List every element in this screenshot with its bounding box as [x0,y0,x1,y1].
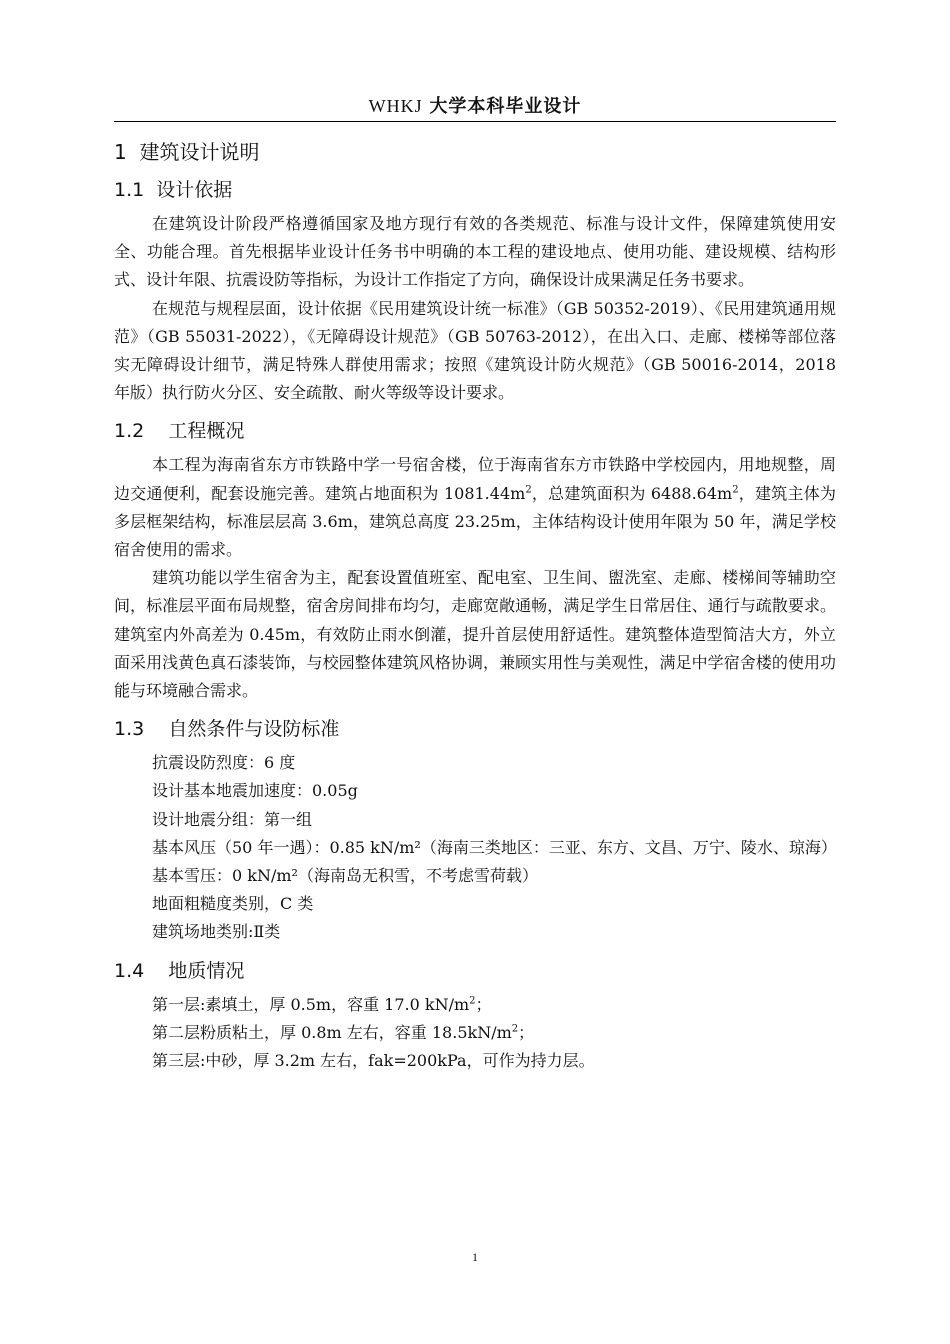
list-item: 设计地震分组：第一组 [152,809,313,829]
soil-layer-2 [114,1019,836,1047]
text-run: ，总建筑面积为 6488.64m [531,483,733,503]
superscript: 2 [511,1023,519,1035]
paragraph: 在规范与规程层面，设计依据《民用建筑设计统一标准》（GB 50352-2019）、《民用建筑通用规范》（GB 55031-2022），《无障碍设计规范》（GB 50763-2012），在出入口、走廊、楼梯等部位落实无障碍设计细节，满足特殊人群使用需求；按照《建筑设计防火规范》（GB 50016-2014，2018 年版）执行防火分区、安全疏散、耐火等级等设计要求。 [114,298,836,403]
section-heading-1-4: 1.4 地质情况 [114,959,245,982]
document-body [114,134,836,1075]
chapter-heading [114,134,836,170]
text-run: ，建筑主体为多层框架结构，标准层层高 3.6m，建筑总高度 23.25m，主体结构设计使用年限为 50 年，满足学校宿舍使用的需求。 [114,483,836,560]
list-item: 基本雪压：0 kN/m²（海南岛无积雪，不考虑雪荷载） [152,866,538,886]
list-item: 建筑场地类别:Ⅱ类 [152,922,281,942]
header-title: 大学本科毕业设计 [429,96,582,117]
chapter-title: 建筑设计说明 [139,140,260,164]
section-1-2 [114,415,836,705]
text-run: 第二层粉质粘土，厚 0.8m 左右，容重 18.5kN/m [152,1022,512,1042]
header-latin: WHKJ [368,96,423,116]
design-standard-list [114,749,836,946]
superscript: 2 [732,484,739,496]
list-item: 抗震设防烈度：6 度 [152,753,296,773]
page-header [114,92,836,118]
list-item: 设计基本地震加速度：0.05g [152,781,358,801]
section-heading-1-1: 1.1 设计依据 [114,179,233,201]
superscript: 2 [469,995,476,1007]
section-1-1 [114,174,836,407]
soil-layer-1 [114,991,836,1019]
page-number: 1 [472,1250,478,1264]
text-run: ； [518,1022,535,1042]
paragraph: 建筑功能以学生宿舍为主，配套设置值班室、配电室、卫生间、盥洗室、走廊、楼梯间等辅助空间，标准层平面布局规整，宿舍房间排布均匀，走廊宽敞通畅，满足学生日常居住、通行与疏散要求。建筑室内外高差为 0.45m，有效防止雨水倒灌，提升首层使用舒适性。建筑整体造型简洁大方，外立面采用浅黄色真石漆装饰，与校园整体建筑风格协调，兼顾实用性与美观性，满足中学宿舍楼的使用功能与环境融合需求。 [114,568,836,701]
paragraph: 在建筑设计阶段严格遵循国家及地方现行有效的各类规范、标准与设计文件，保障建筑使用安全、功能合理。首先根据毕业设计任务书中明确的本工程的建设地点、使用功能、建设规模、结构形式、设计年限、抗震设防等指标，为设计工作指定了方向，确保设计成果满足任务书要求。 [114,214,836,290]
chapter-number: 1 [114,140,127,164]
section-1-4 [114,955,836,1076]
list-item: 地面粗糙度类别，C 类 [152,894,314,914]
soil-layer-3: 第三层:中砂，厚 3.2m 左右，fak=200kPa，可作为持力层。 [152,1051,595,1071]
list-item: 基本风压（50 年一遇）：0.85 kN/m²（海南三类地区：三亚、东方、文昌、万宁、陵水、琼海） [152,837,837,857]
section-heading-1-3: 1.3 自然条件与设防标准 [114,718,340,741]
paragraph [114,451,836,564]
section-1-3 [114,713,836,946]
text-run: ； [475,994,492,1014]
header-rule [114,121,836,122]
text-run: 本工程为海南省东方市铁路中学一号宿舍楼，位于海南省东方市铁路中学校园内，用地规整，周边交通便利，配套设施完善。建筑占地面积为 1081.44m [114,455,836,503]
section-heading-1-2: 1.2 工程概况 [114,420,245,443]
superscript: 2 [525,484,532,496]
text-run: 第一层:素填土，厚 0.5m，容重 17.0 kN/m [152,994,470,1014]
